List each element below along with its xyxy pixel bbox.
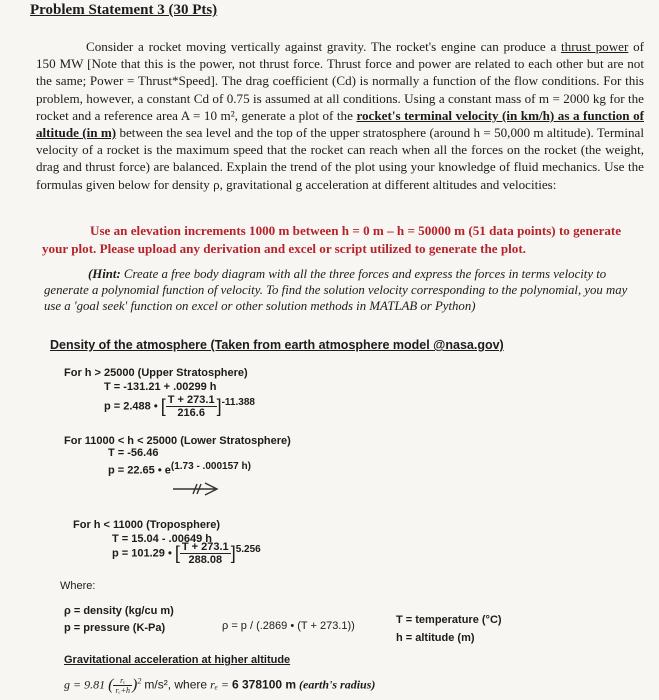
upper-strat-condition: For h > 25000 (Upper Stratosphere): [64, 367, 248, 379]
troposphere-condition: For h < 11000 (Troposphere): [73, 519, 221, 531]
arrow-scribble-icon: [171, 480, 221, 498]
pressure-exponent: 5.256: [235, 543, 261, 555]
pressure-lhs: p = 22.65 • e: [108, 464, 171, 477]
density-definition: ρ = density (kg/cu m): [64, 605, 174, 617]
gravity-fraction-denominator: rₑ+h: [115, 686, 131, 695]
lower-strat-condition: For 11000 < h < 25000 (Lower Stratosphere): [64, 435, 291, 447]
density-equation: ρ = p / (.2869 • (T + 273.1)): [222, 620, 355, 632]
upper-strat-temp-eq: T = -131.21 + .00299 h: [104, 381, 217, 393]
altitude-definition: h = altitude (m): [396, 632, 475, 644]
earth-radius-note: (earth's radius): [299, 677, 376, 692]
gravity-lhs: g = 9.81: [64, 677, 106, 692]
gravity-units: m/s², where: [144, 677, 208, 692]
earth-radius-lhs: rₑ =: [210, 677, 229, 692]
gravity-heading: Gravitational acceleration at higher altitude: [64, 654, 291, 666]
fraction-denominator: 288.08: [188, 554, 223, 566]
pressure-lhs: p = 101.29 •: [112, 547, 172, 560]
lower-strat-pressure-eq: [108, 461, 251, 477]
earth-radius-value: 6 378100 m: [231, 677, 297, 692]
hint-body: Create a free body diagram with all the three forces and express the forces in terms velocity to generate a polynomial function of velocity. To find the solution velocity corresponding to the polynomial, you may use a 'goal seek' function on excel or other solution methods in MATLAB or Python): [44, 267, 628, 313]
desc-part-b: of 150 MW [Note that this is the power, not thrust force. Thrust force and power are related to each other but are not the same; Power = Thrust*Speed]. The drag coefficient (Cd) is normally a function of the flow conditions. For this problem, however, a constant Cd of 0.75 is assumed at all conditions. Using a constant mass of m = 2000 kg for the rocket and a reference area A = 10 m², generate a plot of the: [36, 39, 644, 123]
temperature-definition: T = temperature (°C): [396, 614, 502, 626]
upper-strat-pressure-eq: p = 2.488 • [ $\frac{T + 273.1}{216.6}$ ]$^{-11.388}$: [104, 394, 255, 419]
density-heading: Density of the atmosphere (Taken from earth atmosphere model @nasa.gov): [50, 338, 504, 352]
pressure-exponent: (1.73 - .000157 h): [170, 461, 251, 472]
where-label: Where:: [60, 580, 96, 592]
instruction-text: Use an elevation increments 1000 m between h = 0 m – h = 50000 m (51 data points) to generate your plot. Please upload any derivation and excel or script utilized to generate the plot.: [42, 223, 622, 256]
troposphere-temp-eq: T = 15.04 - .00649 h: [112, 533, 212, 545]
pressure-definition: p = pressure (K-Pa): [64, 622, 166, 634]
pressure-exponent: -11.388: [221, 396, 255, 408]
fraction-numerator: T + 273.1: [181, 541, 229, 553]
problem-description: [36, 38, 644, 193]
terminal-velocity-phrase: rocket's terminal velocity (in km/h) as a function of altitude (in m): [36, 107, 644, 141]
fraction-numerator: T + 273.1: [167, 394, 215, 406]
desc-part-c: between the sea level and the top of the upper stratosphere (around h = 50,000 m altitude). Terminal velocity of a rocket is the maximum speed that the rocket can reach when all the forces on the rocket (the weight, drag and thrust force) are balanced. Explain the trend of the plot using your knowledge of fluid mechanics. Use the formulas given below for density ρ, gravitational g acceleration at different altitudes and velocities:: [36, 125, 644, 192]
hint-label: (Hint:: [88, 267, 121, 281]
problem-title: Problem Statement 3 (30 Pts): [30, 2, 218, 18]
desc-part-a: Consider a rocket moving vertically against gravity. The rocket's engine can produce a: [86, 39, 562, 54]
fraction-denominator: 216.6: [177, 407, 205, 419]
lower-strat-temp-eq: T = -56.46: [108, 447, 159, 459]
thrust-power-phrase: thrust power: [561, 39, 629, 54]
gravity-equation: g = 9.81 ( $\frac{\text{rₑ}}{\text{rₑ+h}}$ )$^2$ m/s², where rₑ = 6 378100 m (earth's radius): [64, 676, 376, 695]
troposphere-pressure-eq: p = 101.29 • [ $\frac{T + 273.1}{288.08}$ ]$^{5.256}$: [112, 541, 261, 566]
gravity-fraction-numerator: rₑ: [113, 676, 132, 686]
pressure-lhs: p = 2.488 •: [104, 400, 158, 413]
hint-text: [44, 266, 644, 314]
